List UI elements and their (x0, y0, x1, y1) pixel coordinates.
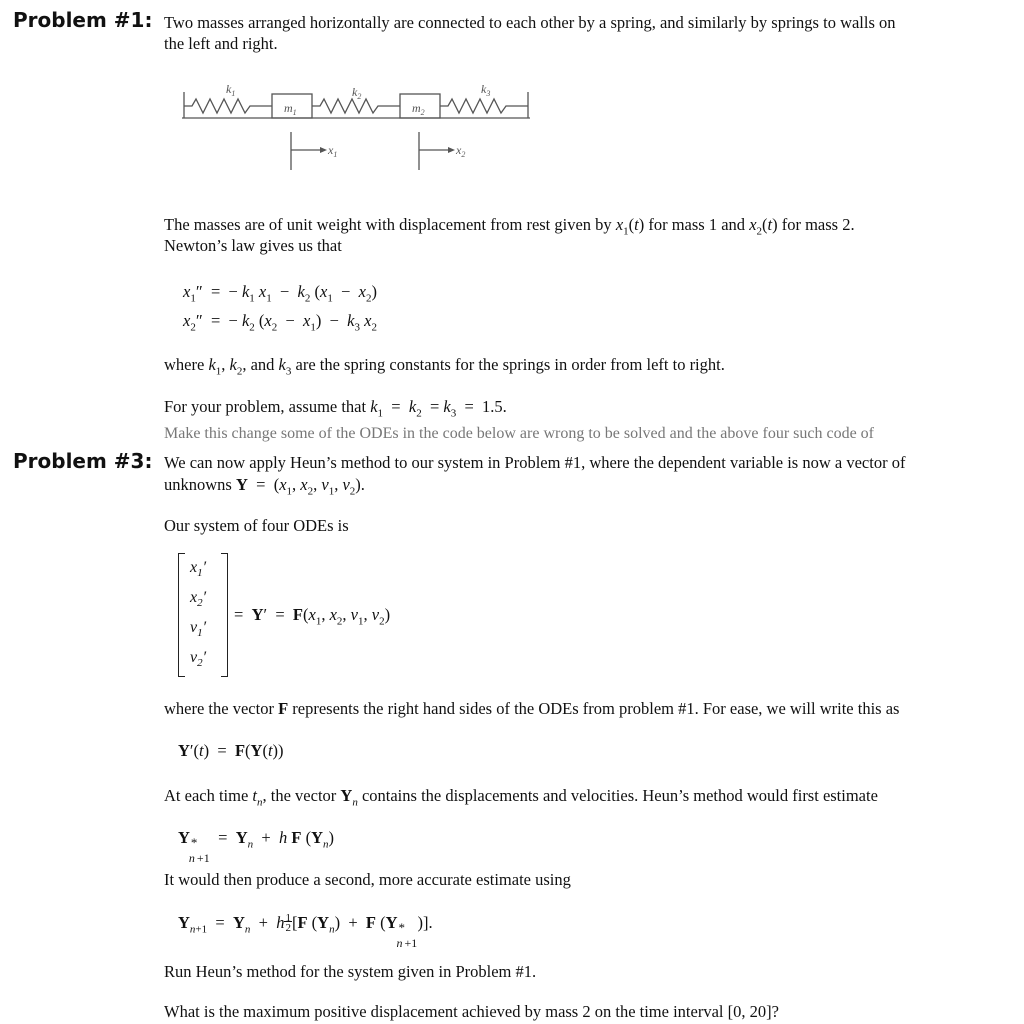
problem-3-label: Problem #3: (13, 449, 153, 473)
vector-F-text: where the vector F represents the right hand sides of the ODEs from problem #1. For ease, we will write this as (164, 699, 900, 718)
label-m2: $m_2$ (412, 101, 425, 117)
assume-text: For your problem, assume that $k_1 = k_2 = k_3 = 1.5$. (164, 397, 507, 420)
equation-x2: $x_2''$ = − $k_2$ $(x_2 - x_1) - k_3$ $x_2$ (183, 311, 377, 334)
masses-paragraph-line1: The masses are of unit weight with displacement from rest given by $x_1(t)$ for mass 1 and $x_2(t)$ for mass 2. (164, 215, 855, 238)
at-each-time-text: At each time $t_n$, the vector $Y_n$ contains the displacements and velocities. Heun’s method would first estimate (164, 786, 878, 809)
matrix-v1-prime: $v_1'$ (190, 619, 207, 640)
label-k2: $k_2$ (352, 85, 362, 101)
label-m1: $m_1$ (284, 101, 297, 117)
equation-x1: $x_1''$ = − $k_1$ $x_1 - k_2$ $(x_1 - x_2)$ (183, 282, 377, 305)
matrix-x1-prime: $x_1'$ (190, 559, 207, 580)
label-k3: $k_3$ (481, 82, 491, 98)
problem-1-intro-line2: the left and right. (164, 34, 278, 53)
label-k1: $k_1$ (226, 82, 236, 98)
label-x2: $x_2$ (456, 143, 466, 159)
then-text: It would then produce a second, more accurate estimate using (164, 870, 571, 889)
left-bracket (178, 553, 185, 677)
equation-system: = $Y' = F(x_1$, $x_2$, $v_1$, $v_2$) (234, 605, 391, 628)
equation-Y-prime: Y′(t) = F(Y(t)) (178, 741, 284, 760)
problem-1-intro-line1: Two masses arranged horizontally are connected to each other by a spring, and similarly by springs to walls on (164, 13, 896, 32)
vector-matrix (178, 553, 228, 677)
problem-3-intro-line1: We can now apply Heun’s method to our system in Problem #1, where the dependent variable is now a vector of (164, 453, 906, 472)
masses-paragraph-line2: Newton’s law gives us that (164, 236, 342, 255)
system-text: Our system of four ODEs is (164, 516, 349, 535)
right-bracket (221, 553, 228, 677)
matrix-x2-prime: $x_2'$ (190, 589, 207, 610)
matrix-v2-prime: $v_2'$ (190, 649, 207, 670)
run-text: Run Heun’s method for the system given in Problem #1. (164, 962, 537, 981)
equation-heun-predictor: Y * n +1 = $Y_n + h$ F $(Y_n)$ (178, 828, 334, 865)
clipped-text-line: Make this change some of the ODEs in the code below are wrong to be solved and the above four such code of (164, 425, 875, 442)
problem-3-intro-line2: unknowns $Y = (x_1$, $x_2$, $v_1$, $v_2$). (164, 475, 365, 498)
spring-constants-text: where $k_1$, $k_2$, and $k_3$ are the spring constants for the springs in order from left to right. (164, 355, 725, 378)
label-x1: $x_1$ (328, 143, 338, 159)
problem-1-label: Problem #1: (13, 8, 153, 32)
equation-heun-corrector: $Y_{n+1} = Y_n + h1$ 2[F $(Y_n) + F$ (Y * n +1 )]. (178, 912, 433, 950)
spring-mass-figure (178, 78, 538, 176)
question-text: What is the maximum positive displacement achieved by mass 2 on the time interval [0, 20]? (164, 1002, 779, 1021)
